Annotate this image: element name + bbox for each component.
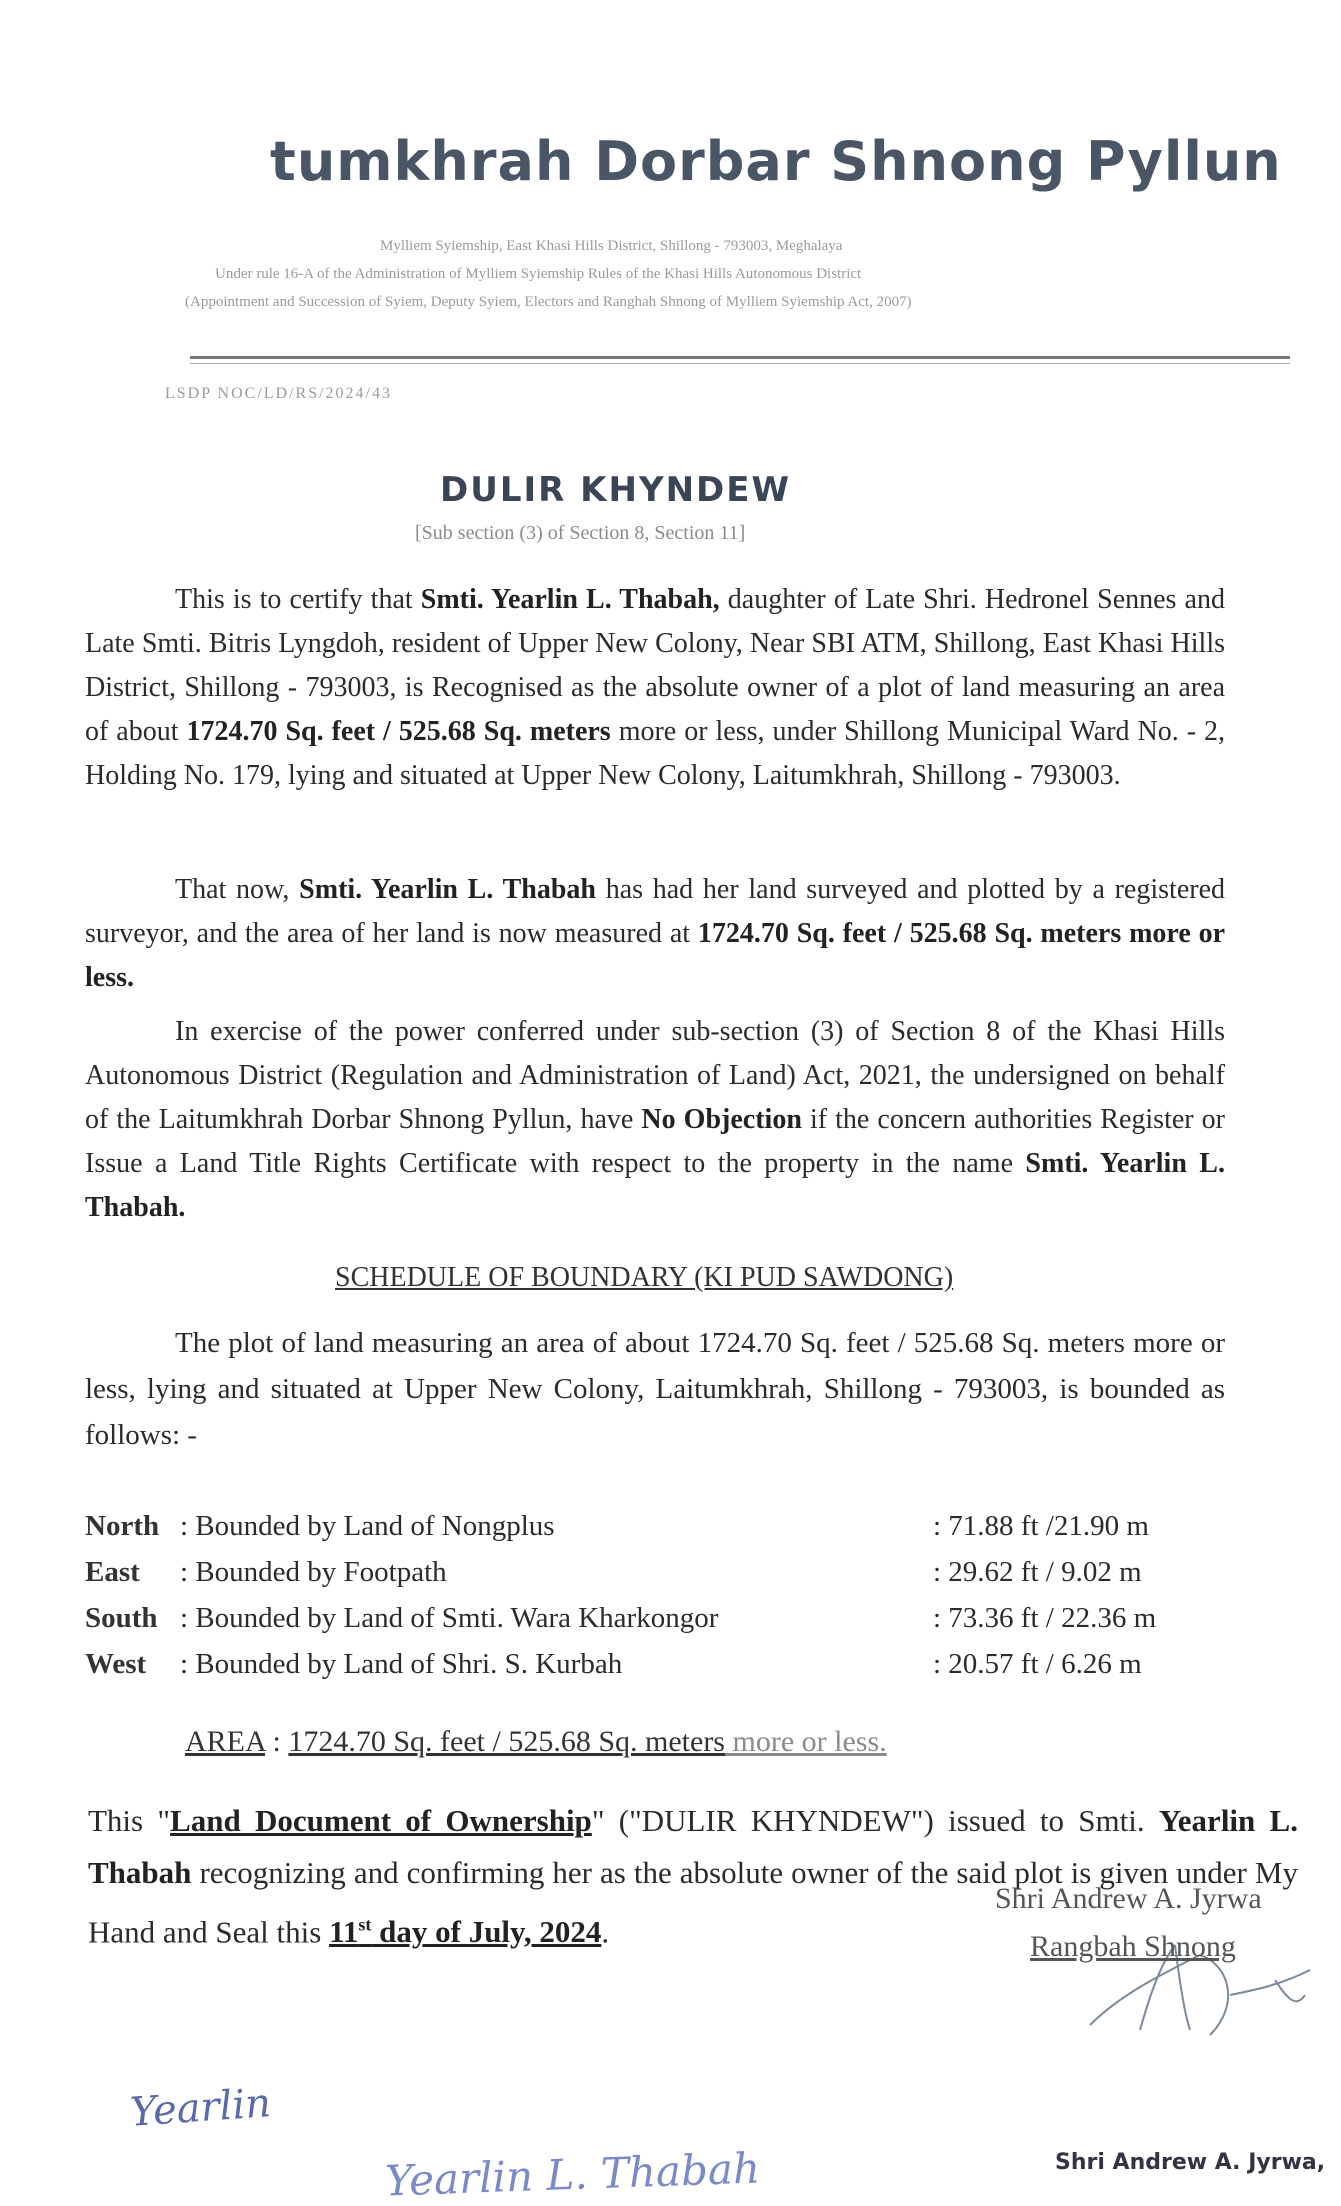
signatory-block — [995, 1875, 1262, 1971]
area-summary: AREA : 1724.70 Sq. feet / 525.68 Sq. meters more or less. — [185, 1725, 887, 1758]
organization-name: tumkhrah Dorbar Shnong Pyllun — [270, 130, 1282, 193]
owner-initial-signature: Yearlin — [128, 2080, 273, 2136]
header-divider-thin — [190, 363, 1290, 364]
boundary-measure: : 29.62 ft / 9.02 m — [933, 1556, 1142, 1588]
boundary-row-east — [85, 1556, 1165, 1600]
boundary-measure: : 20.57 ft / 6.26 m — [933, 1648, 1142, 1680]
schedule-intro: The plot of land measuring an area of about 1724.70 Sq. feet / 525.68 Sq. meters more or less, lying and situated at Upper New Colony, Laitumkhrah, Shillong - 793003, is bounded as follows: - — [85, 1327, 1225, 1451]
area-value: 1724.70 Sq. feet / 525.68 Sq. meters — [288, 1725, 725, 1758]
boundary-measure: : 71.88 ft /21.90 m — [933, 1510, 1149, 1542]
boundary-direction: North — [85, 1510, 160, 1542]
header-subline-1: Mylliem Syiemship, East Khasi Hills District, Shillong - 793003, Meghalaya — [380, 238, 843, 254]
boundary-direction: South — [85, 1602, 158, 1634]
issue-date: 11st day of July, 2024 — [329, 1914, 602, 1950]
area-label: AREA — [185, 1725, 266, 1758]
boundary-row-south — [85, 1602, 1165, 1646]
boundary-description: : Bounded by Land of Nongplus — [180, 1510, 555, 1542]
no-objection-paragraph: In exercise of the power conferred under sub-section (3) of Section 8 of the Khasi Hills Autonomous District (Regulation and Administration of Land) Act, 2021, the undersigned on behalf of the Laitumkhrah Dorbar Shnong Pyllun, have No Objection if the concern authorities Register or Issue a Land Title Rights Certificate with respect to the property in the name Smti. Yearlin L. Thabah. — [85, 1016, 1225, 1223]
header-subline-3: (Appointment and Succession of Syiem, Deputy Syiem, Electors and Ranghah Shnong of Mylliem Syiemship Act, 2007) — [185, 294, 912, 310]
boundary-measure: : 73.36 ft / 22.36 m — [933, 1602, 1157, 1634]
closing-paragraph: This "Land Document of Ownership" ("DULIR KHYNDEW") issued to Smti. Yearlin L. Thabah recognizing and confirming her as the absolute owner of the said plot is given under My Hand and Seal this 11st day of July, 2024. — [88, 1803, 1298, 1950]
signatory-name: Shri Andrew A. Jyrwa — [995, 1882, 1262, 1915]
owner-signature: Yearlin L. Thabah — [384, 2143, 761, 2206]
signatory-designation: Rangbah Shnong — [1030, 1930, 1236, 1963]
survey-paragraph: That now, Smti. Yearlin L. Thabah has had her land surveyed and plotted by a registered surveyor, and the area of her land is now measured at 1724.70 Sq. feet / 525.68 Sq. meters more or less. — [85, 874, 1225, 993]
header-divider — [190, 356, 1290, 359]
boundary-description: : Bounded by Land of Smti. Wara Kharkongor — [180, 1602, 719, 1634]
boundary-description: : Bounded by Land of Shri. S. Kurbah — [180, 1648, 623, 1680]
document-subtitle: [Sub section (3) of Section 8, Section 11] — [415, 522, 746, 544]
signatory-stamp: Shri Andrew A. Jyrwa, — [1055, 2150, 1326, 2175]
reference-number: LSDP NOC/LD/RS/2024/43 — [165, 385, 392, 402]
document-title: DULIR KHYNDEW — [440, 470, 791, 510]
boundary-row-west — [85, 1648, 1165, 1692]
boundary-description: : Bounded by Footpath — [180, 1556, 447, 1588]
header-subline-2: Under rule 16-A of the Administration of Mylliem Syiemship Rules of the Khasi Hills Autonomous District — [215, 266, 862, 282]
boundary-row-north — [85, 1510, 1165, 1554]
schedule-heading: SCHEDULE OF BOUNDARY (KI PUD SAWDONG) — [335, 1262, 954, 1293]
boundary-direction: West — [85, 1648, 147, 1680]
boundary-direction: East — [85, 1556, 140, 1588]
certification-paragraph: This is to certify that Smti. Yearlin L. Thabah, daughter of Late Shri. Hedronel Sennes and Late Smti. Bitris Lyngdoh, resident of Upper New Colony, Near SBI ATM, Shillong, East Khasi Hills District, Shillong - 793003, is Recognised as the absolute owner of a plot of land measuring an area of about 1724.70 Sq. feet / 525.68 Sq. meters more or less, under Shillong Municipal Ward No. - 2, Holding No. 179, lying and situated at Upper New Colony, Laitumkhrah, Shillong - 793003. — [85, 584, 1226, 791]
